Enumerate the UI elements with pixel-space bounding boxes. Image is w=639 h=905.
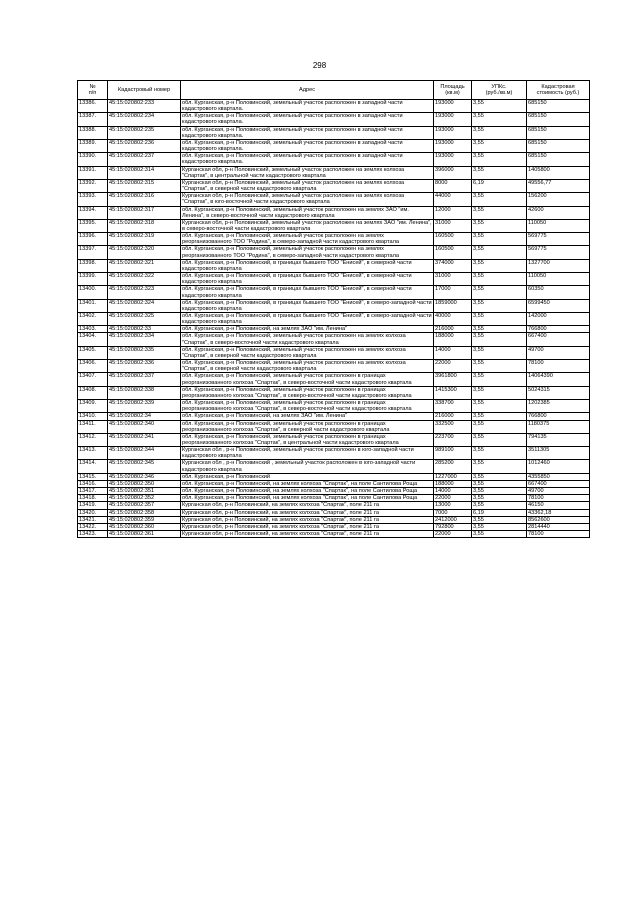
cell-address: Курганская обл, р-н Половинский, на землях колхоза "Спартак", поле 211 га <box>181 523 434 530</box>
cell-upks: 3,55 <box>472 502 527 509</box>
table-row <box>78 373 590 386</box>
cell-area: 1227000 <box>434 473 472 480</box>
cell-address: Курганская обл, р-н Половинский, на землях колхоза "Спартак", поле 211 га <box>181 531 434 538</box>
cell-cadastral-value: 43362,18 <box>527 509 590 516</box>
cell-cadastral-value: 766800 <box>527 326 590 333</box>
cell-upks: 3,55 <box>472 523 527 530</box>
cell-number: 13418. <box>78 495 108 502</box>
cell-address: обл. Курганская, р-н Половинский, на землях ЗАО "им. Ленина" <box>181 413 434 420</box>
cell-upks: 3,55 <box>472 259 527 272</box>
cell-cadastral-number: 45:15:020802:325 <box>108 313 181 326</box>
cell-cadastral-number: 45:15:020802:236 <box>108 139 181 152</box>
cell-number: 13393. <box>78 193 108 206</box>
cell-number: 13387. <box>78 113 108 126</box>
cell-upks: 3,55 <box>472 420 527 433</box>
cell-area: 188000 <box>434 480 472 487</box>
cell-address: обл. Курганская, р-н Половинский, в границах бывшего ТОО "Енисей", в северной части кадастрового квартала <box>181 273 434 286</box>
cell-number: 13394. <box>78 206 108 219</box>
cell-upks: 3,55 <box>472 246 527 259</box>
cell-cadastral-number: 45:15:020802:235 <box>108 126 181 139</box>
cell-area: 14000 <box>434 346 472 359</box>
cell-upks: 3,55 <box>472 488 527 495</box>
cell-cadastral-value: 42600 <box>527 206 590 219</box>
cell-cadastral-number: 45:15:020802:336 <box>108 360 181 373</box>
cell-area: 216000 <box>434 326 472 333</box>
cell-address: обл. Курганская, р-н Половинский, в границах бывшего ТОО "Енисей", в северо-западной части кадастрового квартала <box>182 299 432 312</box>
cell-cadastral-value: 1327700 <box>527 259 590 272</box>
cell-number: 13400. <box>78 286 108 299</box>
cell-cadastral-number: 45:15:020802:361 <box>108 531 181 538</box>
cell-address: обл. Курганская, р-н Половинский, земельный участок расположен в границах реорганизованного колхоза "Спартак", в северо-восточной части кадастрового квартала <box>181 386 434 399</box>
cell-upks: 3,55 <box>472 206 527 219</box>
cell-cadastral-value: 1202385 <box>527 400 590 413</box>
cell-area: 12000 <box>434 206 472 219</box>
table-row <box>78 413 590 420</box>
cell-address: Курганская обл, р-н Половинский, земельный участок расположен на землях колхоза "Спартак", в северной части кадастрового квартала <box>181 179 434 192</box>
cell-upks: 3,55 <box>472 113 527 126</box>
cell-number: 13414. <box>78 460 108 473</box>
cell-cadastral-value: 49700 <box>527 488 590 495</box>
header-cadastral-number: Кадастровый номер <box>108 81 181 100</box>
cell-address: обл. Курганская, р-н Половинский <box>181 473 434 480</box>
table-body <box>78 100 590 538</box>
cell-number: 13397. <box>78 246 108 259</box>
cell-cadastral-number: 45:15:020802:324 <box>108 299 181 312</box>
table-row <box>78 219 590 232</box>
cell-upks: 3,55 <box>472 516 527 523</box>
cell-area: 193000 <box>434 100 472 113</box>
cell-number: 13395. <box>78 219 108 232</box>
cell-number: 13419. <box>78 502 108 509</box>
cell-address: обл. Курганская, р-н Половинский, земельный участок расположен в границах реорганизованного колхоза "Спартак", в северо-восточной части кадастрового квартала <box>181 400 434 413</box>
cell-number: 13396. <box>78 233 108 246</box>
cell-address: обл. Курганская, р-н Половинский, земельный участок расположен в западной части кадастрового квартала. <box>181 153 434 166</box>
cell-area: 7000 <box>434 509 472 516</box>
cell-area: 223700 <box>434 433 472 446</box>
cell-upks: 3,55 <box>472 333 527 346</box>
header-address: Адрес <box>181 81 434 100</box>
table-row <box>78 286 590 299</box>
cell-number: 13403. <box>78 326 108 333</box>
cell-address: обл. Курганская, р-н Половинский, земельный участок расположен на землях колхоза "Спартак", в северо-восточной части кадастрового квартала <box>181 333 434 346</box>
table-row <box>78 400 590 413</box>
cell-upks: 3,55 <box>472 400 527 413</box>
cell-cadastral-number: 45:15:020802:359 <box>108 516 181 523</box>
cell-cadastral-value: 685150 <box>527 113 590 126</box>
table-row <box>78 259 590 272</box>
cell-cadastral-number: 45:15:020802:321 <box>108 259 181 272</box>
cell-number: 13399. <box>78 273 108 286</box>
cell-upks: 3,55 <box>472 531 527 538</box>
cell-number: 13421. <box>78 516 108 523</box>
cell-area: 193000 <box>434 139 472 152</box>
cell-cadastral-number: 45:15:020802:350 <box>108 480 181 487</box>
cell-upks: 3,55 <box>472 373 527 386</box>
cell-number: 13413. <box>78 447 108 460</box>
cell-cadastral-number: 45:15:020802:314 <box>108 166 181 179</box>
cell-address: Курганская обл , р-н Половинский, земельный участок расположен в юго-западной части кадастрового квартала <box>181 447 434 460</box>
cell-number: 13416. <box>78 480 108 487</box>
cell-number: 13420. <box>78 509 108 516</box>
cell-area: 193000 <box>434 153 472 166</box>
cell-cadastral-value: 1180375 <box>527 420 590 433</box>
cell-cadastral-value: 667400 <box>527 333 590 346</box>
cell-area: 17000 <box>434 286 472 299</box>
cell-number: 13407. <box>78 373 108 386</box>
cell-area: 2412000 <box>434 516 472 523</box>
cell-cadastral-value: 46150 <box>527 502 590 509</box>
cell-upks: 3,55 <box>472 473 527 480</box>
table-row <box>78 100 590 113</box>
cell-cadastral-value: 6599450 <box>527 299 590 312</box>
cell-number: 13386. <box>78 100 108 113</box>
table-row <box>78 346 590 359</box>
table-row <box>78 433 590 446</box>
cell-cadastral-number: 45:15:020802:344 <box>108 447 181 460</box>
cell-number: 13390. <box>78 153 108 166</box>
cell-cadastral-number: 45:15:020802:351 <box>108 488 181 495</box>
cell-address: обл. Курганская, р-н Половинский, земельный участок расположен на землях колхоза "Спартак", в северной части кадастрового квартала <box>181 360 434 373</box>
cell-cadastral-value: 794135 <box>527 433 590 446</box>
cell-cadastral-number: 45:15:020802:341 <box>108 433 181 446</box>
cell-area: 44000 <box>434 193 472 206</box>
cell-area: 160500 <box>434 246 472 259</box>
table-row <box>78 273 590 286</box>
cell-upks: 3,55 <box>472 360 527 373</box>
cell-address: обл. Курганская, р-н Половинский, земельный участок расположен в западной части кадастрового квартала. <box>181 126 434 139</box>
cell-area: 8000 <box>434 179 472 192</box>
cell-cadastral-number: 45:15:020802:357 <box>108 502 181 509</box>
cell-cadastral-value: 667400 <box>527 480 590 487</box>
cell-address: обл. Курганская, р-н Половинский, на землях колхоза "Спартак", на поле Сантилова Роща <box>181 495 434 502</box>
cell-number: 13389. <box>78 139 108 152</box>
cell-number: 13410. <box>78 413 108 420</box>
table-row <box>78 326 590 333</box>
cell-upks: 3,55 <box>472 219 527 232</box>
cell-address: обл. Курганская, р-н Половинский, в границах бывшего ТОО "Енисей", в северо-западной части кадастрового квартала <box>182 313 432 326</box>
cell-area: 1859000 <box>434 299 472 312</box>
table-row <box>78 299 590 312</box>
cell-area: 193000 <box>434 126 472 139</box>
cell-upks: 3,55 <box>472 286 527 299</box>
cell-number: 13402. <box>78 313 108 326</box>
cell-address: обл. Курганская, р-н Половинский, земельный участок расположен в границах реорганизованного колхоза "Спартак", в северо-восточной части кадастрового квартала <box>181 373 434 386</box>
cell-number: 13401. <box>78 299 108 312</box>
cell-area: 285200 <box>434 460 472 473</box>
cell-cadastral-value: 60350 <box>527 286 590 299</box>
cell-upks: 6,19 <box>472 509 527 516</box>
cell-cadastral-value: 1012460 <box>527 460 590 473</box>
cell-cadastral-number: 45:15:020802:339 <box>108 400 181 413</box>
cell-cadastral-number: 45:15:020802:316 <box>108 193 181 206</box>
cell-area: 31000 <box>434 273 472 286</box>
cell-cadastral-number: 45:15:020802:334 <box>108 333 181 346</box>
cell-cadastral-value: 2814440 <box>527 523 590 530</box>
table-row <box>78 166 590 179</box>
table-row <box>78 193 590 206</box>
cell-area: 792800 <box>434 523 472 530</box>
cell-upks: 3,55 <box>472 139 527 152</box>
table-row <box>78 495 590 502</box>
cell-cadastral-number: 45:15:020802:233 <box>108 100 181 113</box>
cell-address: обл. Курганская, р-н Половинский, земельный участок расположен на землях колхоза "Спартак", в северной части кадастрового квартала <box>181 346 434 359</box>
cell-upks: 3,55 <box>472 153 527 166</box>
cell-area: 374000 <box>434 259 472 272</box>
table-row <box>78 126 590 139</box>
header-area: Площадь (кв.м) <box>434 81 472 100</box>
cell-upks: 3,55 <box>472 193 527 206</box>
cell-cadastral-value: 142000 <box>527 313 590 326</box>
cell-address: обл. Курганская, р-н Половинский, на землях колхоза "Спартак", на поле Сантилова Роща <box>181 488 434 495</box>
cell-number: 13388. <box>78 126 108 139</box>
cell-area: 3961800 <box>434 373 472 386</box>
cell-address: обл. Курганская, р-н Половинский, в границах бывшего ТОО "Енисей", в северной части кадастрового квартала <box>181 259 434 272</box>
table-header <box>78 81 590 100</box>
cell-cadastral-value: 685150 <box>527 139 590 152</box>
table-row <box>78 139 590 152</box>
table-row <box>78 313 590 326</box>
table-row <box>78 516 590 523</box>
cell-area: 193000 <box>434 113 472 126</box>
cell-cadastral-number: 45:15:020802:322 <box>108 273 181 286</box>
cell-number: 13405. <box>78 346 108 359</box>
cell-address: Курганская обл, р-н Половинский, на землях колхоза "Спартак", поле 211 га <box>181 516 434 523</box>
cell-address: обл. Курганская, р-н Половинский, земельный участок расположен на землях реорганизованного ТОО "Родина", в северо-западной части кадастрового квартала <box>181 233 434 246</box>
cell-cadastral-value: 569775 <box>527 233 590 246</box>
cell-number: 13404. <box>78 333 108 346</box>
header-cadastral-value: Кадастровая стоимость (руб.) <box>527 81 590 100</box>
cell-upks: 3,55 <box>472 326 527 333</box>
cell-area: 396000 <box>434 166 472 179</box>
cell-cadastral-value: 3511305 <box>527 447 590 460</box>
cell-upks: 3,55 <box>472 100 527 113</box>
cell-cadastral-value: 14064390 <box>527 373 590 386</box>
table-row <box>78 509 590 516</box>
cell-number: 13411. <box>78 420 108 433</box>
table-row <box>78 502 590 509</box>
cell-address: Курганская обл, р-н Половинский, земельный участок расположен на землях колхоза "Спартак", в юго-восточной части кадастрового квартала <box>181 193 434 206</box>
cell-address: обл. Курганская, р-н Половинский, в границах бывшего ТОО "Енисей", в северной части кадастрового квартала <box>181 286 434 299</box>
cell-number: 13412. <box>78 433 108 446</box>
cell-area: 332500 <box>434 420 472 433</box>
cell-upks: 3,55 <box>472 460 527 473</box>
cadastral-table <box>77 80 590 538</box>
cell-address: обл. Курганская, р-н Половинский, земельный участок расположен в границах реорганизованного колхоза "Спартак", в центральной части кадастрового квартала <box>181 433 434 446</box>
cell-number: 13392. <box>78 179 108 192</box>
table-row <box>78 488 590 495</box>
cell-upks: 3,55 <box>472 313 527 326</box>
cell-cadastral-number: 45:15:020802:234 <box>108 113 181 126</box>
cell-address: обл. Курганская, р-н Половинский, земельный участок расположен в западной части кадастрового квартала. <box>181 139 434 152</box>
cell-cadastral-value: 685150 <box>527 153 590 166</box>
cell-cadastral-value: 1405800 <box>527 166 590 179</box>
cell-cadastral-number: 45:15:020802:317 <box>108 206 181 219</box>
header-upks: УПКс. (руб./кв.м) <box>472 81 527 100</box>
cell-cadastral-number: 45:15:020802:352 <box>108 495 181 502</box>
cell-address: Курганская обл, р-н Половинский, земельный участок расположен на землях ЗАО "им. Ленина", в северо-восточной части кадастрового квартала <box>182 219 432 232</box>
cell-area: 40000 <box>434 313 472 326</box>
cell-address: Курганская обл , р-н Половинский , земельный участок расположен в юго-западной части кадастрового квартала <box>181 460 434 473</box>
cell-upks: 3,55 <box>472 495 527 502</box>
table-row <box>78 246 590 259</box>
cell-address: обл. Курганская, р-н Половинский, земельный участок расположен в западной части кадастрового квартала. <box>181 100 434 113</box>
cell-upks: 3,55 <box>472 299 527 312</box>
table-row <box>78 420 590 433</box>
cell-upks: 3,55 <box>472 413 527 420</box>
cell-number: 13398. <box>78 259 108 272</box>
table-row <box>78 523 590 530</box>
cell-cadastral-number: 45:15:020802:340 <box>108 420 181 433</box>
cell-area: 338700 <box>434 400 472 413</box>
cell-area: 188000 <box>434 333 472 346</box>
cell-area: 989100 <box>434 447 472 460</box>
table-row <box>78 386 590 399</box>
cell-address: обл. Курганская, р-н Половинский, на землях колхоза "Спартак", на поле Сантилова Роща <box>181 480 434 487</box>
cell-upks: 6,19 <box>472 179 527 192</box>
table-row <box>78 531 590 538</box>
cell-cadastral-value: 78100 <box>527 360 590 373</box>
cell-cadastral-number: 45:15:020802:337 <box>108 373 181 386</box>
cell-upks: 3,55 <box>472 480 527 487</box>
cell-upks: 3,55 <box>472 447 527 460</box>
header-num: № п/п <box>78 81 108 100</box>
cell-cadastral-number: 45:15:020802:237 <box>108 153 181 166</box>
cell-cadastral-number: 45:15:020802:315 <box>108 179 181 192</box>
cell-area: 22000 <box>434 360 472 373</box>
cell-cadastral-value: 766800 <box>527 413 590 420</box>
table-row <box>78 480 590 487</box>
cell-cadastral-value: 49700 <box>527 346 590 359</box>
cell-number: 13417. <box>78 488 108 495</box>
cell-cadastral-value: 8562600 <box>527 516 590 523</box>
cell-cadastral-value: 5024315 <box>527 386 590 399</box>
table-row <box>78 233 590 246</box>
cell-address: Курганская обл, р-н Половинский, земельный участок расположен на землях колхоза "Спартак", в центральной части кадастрового квартала <box>181 166 434 179</box>
cell-number: 13423. <box>78 531 108 538</box>
cell-cadastral-number: 45:15:020802:320 <box>108 246 181 259</box>
cell-address: обл. Курганская, р-н Половинский, земельный участок расположен на землях ЗАО "им. Ленина", в северо-восточной части кадастрового квартала <box>181 206 434 219</box>
cell-cadastral-number: 45:15:020802:360 <box>108 523 181 530</box>
table-row <box>78 333 590 346</box>
cell-upks: 3,55 <box>472 273 527 286</box>
cell-cadastral-value: 156200 <box>527 193 590 206</box>
cell-area: 22000 <box>434 495 472 502</box>
cell-area: 1415300 <box>434 386 472 399</box>
cell-number: 13409. <box>78 400 108 413</box>
cell-cadastral-number: 45:15:020802:34 <box>108 413 181 420</box>
table-row <box>78 179 590 192</box>
cell-address: обл. Курганская, р-н Половинский, земельный участок расположен в западной части кадастрового квартала. <box>181 113 434 126</box>
cell-address: обл. Курганская, р-н Половинский, на землях ЗАО "им. Ленина" <box>181 326 434 333</box>
cell-cadastral-value: 4355850 <box>527 473 590 480</box>
cell-address: Курганская обл, р-н Половинский, на землях колхоза "Спартак", поле 211 га <box>181 509 434 516</box>
cell-address: обл. Курганская, р-н Половинский, земельный участок расположен в границах реорганизованного колхоза "Спартак", в северной части кадастрового квартала <box>181 420 434 433</box>
table-row <box>78 153 590 166</box>
cell-upks: 3,55 <box>472 233 527 246</box>
cell-area: 31000 <box>434 219 472 232</box>
cell-number: 13391. <box>78 166 108 179</box>
cell-cadastral-value: 569775 <box>527 246 590 259</box>
cell-cadastral-number: 45:15:020802:358 <box>108 509 181 516</box>
cell-cadastral-number: 45:15:020802:335 <box>108 346 181 359</box>
cell-area: 22000 <box>434 531 472 538</box>
cell-cadastral-value: 49556,77 <box>527 179 590 192</box>
page-number: 298 <box>312 61 327 70</box>
cell-cadastral-value: 110050 <box>527 219 590 232</box>
table-row <box>78 113 590 126</box>
cell-address: обл. Курганская, р-н Половинский, земельный участок расположен на землях реорганизованного ТОО "Родина", в северо-западной части кадастрового квартала <box>181 246 434 259</box>
cell-cadastral-value: 685150 <box>527 100 590 113</box>
cell-cadastral-number: 45:15:020802:338 <box>108 386 181 399</box>
cell-upks: 3,55 <box>472 346 527 359</box>
table-row <box>78 460 590 473</box>
cell-upks: 3,55 <box>472 166 527 179</box>
cell-cadastral-value: 685150 <box>527 126 590 139</box>
cell-number: 13406. <box>78 360 108 373</box>
cell-cadastral-number: 45:15:020802:33 <box>108 326 181 333</box>
cell-cadastral-number: 45:15:020802:346 <box>108 473 181 480</box>
cell-cadastral-number: 45:15:020802:318 <box>108 219 181 232</box>
table-row <box>78 360 590 373</box>
cell-cadastral-value: 78100 <box>527 531 590 538</box>
table-row <box>78 206 590 219</box>
table-row <box>78 447 590 460</box>
cell-cadastral-number: 45:15:020802:345 <box>108 460 181 473</box>
cell-upks: 3,55 <box>472 433 527 446</box>
cell-area: 160500 <box>434 233 472 246</box>
cell-area: 14000 <box>434 488 472 495</box>
cell-area: 13000 <box>434 502 472 509</box>
cell-cadastral-value: 78100 <box>527 495 590 502</box>
cell-upks: 3,55 <box>472 126 527 139</box>
cell-cadastral-number: 45:15:020802:323 <box>108 286 181 299</box>
cell-cadastral-value: 110050 <box>527 273 590 286</box>
cell-address: Курганская обл, р-н Половинский, на землях колхоза "Спартак", поле 211 га <box>181 502 434 509</box>
cell-cadastral-number: 45:15:020802:319 <box>108 233 181 246</box>
cell-area: 216000 <box>434 413 472 420</box>
cell-upks: 3,55 <box>472 386 527 399</box>
cell-number: 13408. <box>78 386 108 399</box>
table-row <box>78 473 590 480</box>
cell-number: 13422. <box>78 523 108 530</box>
cell-number: 13415. <box>78 473 108 480</box>
